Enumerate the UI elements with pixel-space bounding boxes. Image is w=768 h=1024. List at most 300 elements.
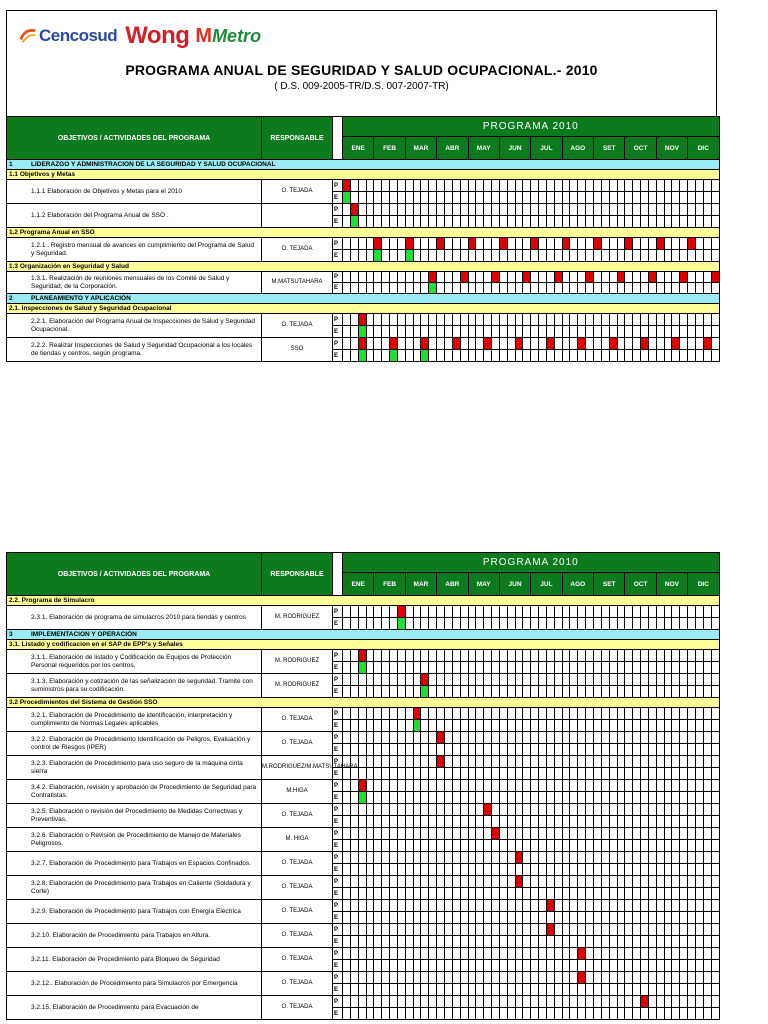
week-cell — [680, 204, 688, 216]
planned-week-mark — [711, 272, 719, 283]
week-cell — [680, 984, 688, 996]
week-cell — [609, 238, 617, 250]
week-cell — [664, 314, 672, 326]
week-cell — [382, 283, 390, 294]
week-cell — [562, 996, 570, 1008]
week-cell — [601, 852, 609, 864]
week-cell — [554, 876, 562, 888]
week-cell — [382, 1008, 390, 1020]
planned-week-mark — [546, 900, 554, 912]
week-cell — [594, 338, 602, 350]
week-cell — [617, 984, 625, 996]
week-cell — [476, 972, 484, 984]
week-cell — [703, 984, 711, 996]
week-cell — [609, 708, 617, 720]
week-cell — [405, 876, 413, 888]
week-cell — [539, 662, 547, 674]
week-cell — [507, 204, 515, 216]
week-cell — [695, 1008, 703, 1020]
week-cell — [343, 326, 351, 338]
week-cell — [562, 326, 570, 338]
week-cell — [405, 780, 413, 792]
week-cell — [672, 204, 680, 216]
week-cell — [515, 720, 523, 732]
week-cell — [429, 708, 437, 720]
week-cell — [397, 864, 405, 876]
week-cell — [695, 816, 703, 828]
activity-description: 3.2.2. Elaboración de Procedimiento Identificación de Peligros, Evaluación y control de Riesgos (IPER) — [7, 732, 262, 756]
planned-week-mark — [421, 338, 429, 350]
week-cell — [390, 948, 398, 960]
week-cell — [711, 338, 719, 350]
week-cell — [390, 732, 398, 744]
week-cell — [554, 792, 562, 804]
week-cell — [460, 900, 468, 912]
week-cell — [476, 924, 484, 936]
week-cell — [405, 768, 413, 780]
planned-week-mark — [358, 338, 366, 350]
week-cell — [507, 792, 515, 804]
week-cell — [648, 350, 656, 362]
week-cell — [656, 792, 664, 804]
week-cell — [688, 984, 696, 996]
week-cell — [648, 1008, 656, 1020]
executed-label: E — [333, 720, 343, 732]
week-cell — [594, 852, 602, 864]
week-cell — [664, 816, 672, 828]
week-cell — [609, 204, 617, 216]
week-cell — [554, 338, 562, 350]
week-cell — [343, 1008, 351, 1020]
week-cell — [594, 250, 602, 262]
week-cell — [711, 216, 719, 228]
week-cell — [648, 984, 656, 996]
week-cell — [531, 180, 539, 192]
week-cell — [703, 350, 711, 362]
week-cell — [484, 852, 492, 864]
week-cell — [664, 272, 672, 283]
week-cell — [413, 888, 421, 900]
activity-responsible: O. TEJADA — [262, 948, 333, 972]
week-cell — [586, 250, 594, 262]
week-cell — [515, 216, 523, 228]
week-cell — [499, 804, 507, 816]
week-cell — [546, 272, 554, 283]
week-cell — [374, 852, 382, 864]
week-cell — [609, 948, 617, 960]
week-cell — [625, 972, 633, 984]
week-cell — [499, 732, 507, 744]
month-header: JUL — [531, 137, 562, 160]
week-cell — [507, 1008, 515, 1020]
planned-label: P — [333, 204, 343, 216]
header-objetivos: OBJETIVOS / ACTIVIDADES DEL PROGRAMA — [7, 117, 262, 160]
week-cell — [531, 984, 539, 996]
week-cell — [476, 828, 484, 840]
week-cell — [688, 283, 696, 294]
week-cell — [382, 350, 390, 362]
week-cell — [437, 1008, 445, 1020]
week-cell — [429, 828, 437, 840]
week-cell — [492, 816, 500, 828]
week-cell — [421, 272, 429, 283]
planned-week-mark — [672, 338, 680, 350]
month-header: JUN — [499, 573, 530, 596]
week-cell — [405, 960, 413, 972]
week-cell — [586, 686, 594, 698]
week-cell — [578, 216, 586, 228]
week-cell — [562, 192, 570, 204]
week-cell — [539, 686, 547, 698]
week-cell — [656, 960, 664, 972]
week-cell — [437, 840, 445, 852]
week-cell — [350, 192, 358, 204]
planned-week-mark — [437, 732, 445, 744]
month-header: ENE — [343, 573, 374, 596]
week-cell — [586, 662, 594, 674]
week-cell — [695, 924, 703, 936]
week-cell — [366, 840, 374, 852]
week-cell — [374, 924, 382, 936]
week-cell — [437, 780, 445, 792]
week-cell — [570, 780, 578, 792]
header-pe-blank — [333, 117, 343, 160]
week-cell — [374, 804, 382, 816]
week-cell — [680, 708, 688, 720]
week-cell — [405, 204, 413, 216]
week-cell — [452, 768, 460, 780]
week-cell — [468, 350, 476, 362]
week-cell — [484, 314, 492, 326]
week-cell — [601, 238, 609, 250]
week-cell — [633, 192, 641, 204]
week-cell — [358, 732, 366, 744]
week-cell — [656, 876, 664, 888]
week-cell — [546, 650, 554, 662]
week-cell — [546, 876, 554, 888]
activity-description: 3.2.11. Elaboración de Procedimiento para Bloqueo de Seguridad — [7, 948, 262, 972]
week-cell — [452, 732, 460, 744]
week-cell — [641, 804, 649, 816]
executed-week-mark — [350, 216, 358, 228]
week-cell — [641, 618, 649, 630]
week-cell — [429, 876, 437, 888]
week-cell — [695, 972, 703, 984]
week-cell — [633, 792, 641, 804]
week-cell — [570, 816, 578, 828]
week-cell — [664, 828, 672, 840]
week-cell — [366, 948, 374, 960]
week-cell — [641, 756, 649, 768]
week-cell — [672, 192, 680, 204]
week-cell — [523, 283, 531, 294]
week-cell — [460, 888, 468, 900]
week-cell — [499, 686, 507, 698]
week-cell — [468, 876, 476, 888]
week-cell — [656, 984, 664, 996]
week-cell — [468, 864, 476, 876]
week-cell — [492, 984, 500, 996]
week-cell — [594, 996, 602, 1008]
week-cell — [648, 888, 656, 900]
week-cell — [609, 192, 617, 204]
week-cell — [421, 732, 429, 744]
week-cell — [562, 828, 570, 840]
week-cell — [499, 840, 507, 852]
week-cell — [421, 662, 429, 674]
week-cell — [460, 972, 468, 984]
week-cell — [397, 272, 405, 283]
week-cell — [570, 888, 578, 900]
week-cell — [397, 732, 405, 744]
week-cell — [460, 876, 468, 888]
week-cell — [703, 852, 711, 864]
week-cell — [601, 840, 609, 852]
week-cell — [492, 840, 500, 852]
week-cell — [460, 686, 468, 698]
planned-week-mark — [437, 756, 445, 768]
header-row — [7, 553, 720, 573]
week-cell — [531, 326, 539, 338]
week-cell — [625, 1008, 633, 1020]
week-cell — [484, 732, 492, 744]
week-cell — [711, 840, 719, 852]
week-cell — [452, 972, 460, 984]
week-cell — [374, 732, 382, 744]
month-header: OCT — [625, 137, 656, 160]
activity-responsible: O. TEJADA — [262, 804, 333, 828]
week-cell — [452, 204, 460, 216]
week-cell — [703, 674, 711, 686]
week-cell — [703, 662, 711, 674]
week-cell — [656, 948, 664, 960]
week-cell — [429, 606, 437, 618]
week-cell — [633, 996, 641, 1008]
week-cell — [460, 756, 468, 768]
week-cell — [460, 204, 468, 216]
week-cell — [601, 686, 609, 698]
week-cell — [672, 662, 680, 674]
week-cell — [515, 840, 523, 852]
executed-week-mark — [358, 350, 366, 362]
week-cell — [562, 720, 570, 732]
activity-responsible: O. TEJADA — [262, 972, 333, 996]
week-cell — [703, 876, 711, 888]
week-cell — [617, 674, 625, 686]
week-cell — [594, 792, 602, 804]
week-cell — [484, 326, 492, 338]
week-cell — [476, 662, 484, 674]
week-cell — [358, 828, 366, 840]
week-cell — [429, 780, 437, 792]
schedule-table — [6, 552, 720, 1020]
week-cell — [656, 936, 664, 948]
activity-responsible — [262, 204, 333, 228]
week-cell — [421, 924, 429, 936]
week-cell — [390, 840, 398, 852]
week-cell — [476, 326, 484, 338]
week-cell — [625, 768, 633, 780]
week-cell — [546, 972, 554, 984]
week-cell — [531, 350, 539, 362]
executed-label: E — [333, 912, 343, 924]
section-text: LIDERAZGO Y ADMINISTRACION DE LA SEGURIDAD Y SALUD OCUPACIONAL — [31, 161, 276, 168]
week-cell — [664, 900, 672, 912]
planned-week-mark — [523, 272, 531, 283]
week-cell — [507, 662, 515, 674]
week-cell — [570, 828, 578, 840]
planned-label: P — [333, 828, 343, 840]
week-cell — [664, 350, 672, 362]
week-cell — [578, 662, 586, 674]
week-cell — [688, 828, 696, 840]
month-header: MAY — [468, 137, 499, 160]
week-cell — [688, 686, 696, 698]
week-cell — [492, 936, 500, 948]
week-cell — [531, 888, 539, 900]
week-cell — [711, 816, 719, 828]
week-cell — [688, 840, 696, 852]
week-cell — [617, 840, 625, 852]
week-cell — [507, 984, 515, 996]
week-cell — [421, 708, 429, 720]
week-cell — [695, 674, 703, 686]
week-cell — [492, 876, 500, 888]
planned-week-mark — [578, 972, 586, 984]
week-cell — [648, 216, 656, 228]
week-cell — [672, 828, 680, 840]
week-cell — [492, 960, 500, 972]
week-cell — [672, 948, 680, 960]
week-cell — [703, 708, 711, 720]
week-cell — [350, 804, 358, 816]
week-cell — [437, 900, 445, 912]
week-cell — [366, 828, 374, 840]
week-cell — [366, 662, 374, 674]
week-cell — [656, 674, 664, 686]
week-cell — [374, 674, 382, 686]
week-cell — [601, 948, 609, 960]
week-cell — [343, 852, 351, 864]
week-cell — [523, 618, 531, 630]
week-cell — [499, 912, 507, 924]
week-cell — [641, 204, 649, 216]
week-cell — [703, 732, 711, 744]
week-cell — [476, 192, 484, 204]
week-cell — [350, 912, 358, 924]
week-cell — [523, 936, 531, 948]
week-cell — [397, 1008, 405, 1020]
activity-row-planned — [7, 780, 720, 792]
week-cell — [468, 804, 476, 816]
planned-week-mark — [680, 272, 688, 283]
week-cell — [421, 936, 429, 948]
week-cell — [343, 250, 351, 262]
week-cell — [484, 204, 492, 216]
week-cell — [703, 618, 711, 630]
week-cell — [492, 283, 500, 294]
activity-responsible: O. TEJADA — [262, 924, 333, 948]
week-cell — [523, 816, 531, 828]
week-cell — [452, 876, 460, 888]
week-cell — [656, 756, 664, 768]
week-cell — [570, 864, 578, 876]
week-cell — [468, 792, 476, 804]
week-cell — [688, 674, 696, 686]
week-cell — [343, 900, 351, 912]
week-cell — [484, 1008, 492, 1020]
week-cell — [672, 314, 680, 326]
week-cell — [397, 888, 405, 900]
week-cell — [382, 204, 390, 216]
week-cell — [499, 888, 507, 900]
week-cell — [539, 828, 547, 840]
week-cell — [672, 720, 680, 732]
week-cell — [366, 864, 374, 876]
week-cell — [444, 216, 452, 228]
week-cell — [421, 984, 429, 996]
week-cell — [343, 283, 351, 294]
week-cell — [460, 192, 468, 204]
week-cell — [711, 864, 719, 876]
week-cell — [680, 1008, 688, 1020]
week-cell — [523, 350, 531, 362]
week-cell — [444, 708, 452, 720]
week-cell — [382, 948, 390, 960]
week-cell — [664, 192, 672, 204]
week-cell — [695, 852, 703, 864]
week-cell — [656, 180, 664, 192]
week-cell — [452, 686, 460, 698]
week-cell — [633, 216, 641, 228]
week-cell — [476, 720, 484, 732]
week-cell — [343, 828, 351, 840]
week-cell — [539, 732, 547, 744]
week-cell — [429, 756, 437, 768]
week-cell — [523, 708, 531, 720]
week-cell — [413, 936, 421, 948]
week-cell — [429, 686, 437, 698]
week-cell — [468, 828, 476, 840]
week-cell — [350, 662, 358, 674]
week-cell — [437, 960, 445, 972]
week-cell — [695, 192, 703, 204]
activity-responsible: M.HIGA — [262, 780, 333, 804]
week-cell — [672, 792, 680, 804]
week-cell — [578, 936, 586, 948]
week-cell — [350, 708, 358, 720]
week-cell — [390, 662, 398, 674]
week-cell — [539, 720, 547, 732]
week-cell — [484, 180, 492, 192]
week-cell — [586, 606, 594, 618]
week-cell — [539, 960, 547, 972]
page-subtitle: ( D.S. 009-2005-TR/D.S. 007-2007-TR) — [274, 81, 449, 92]
week-cell — [468, 674, 476, 686]
week-cell — [350, 238, 358, 250]
executed-week-mark — [413, 720, 421, 732]
week-cell — [437, 876, 445, 888]
activity-responsible: M.RODRIGUEZ/M.MATSUTAHARA — [262, 756, 333, 780]
week-cell — [476, 888, 484, 900]
week-cell — [554, 238, 562, 250]
week-cell — [656, 686, 664, 698]
week-cell — [405, 732, 413, 744]
planned-label: P — [333, 972, 343, 984]
week-cell — [688, 732, 696, 744]
week-cell — [672, 283, 680, 294]
week-cell — [515, 314, 523, 326]
